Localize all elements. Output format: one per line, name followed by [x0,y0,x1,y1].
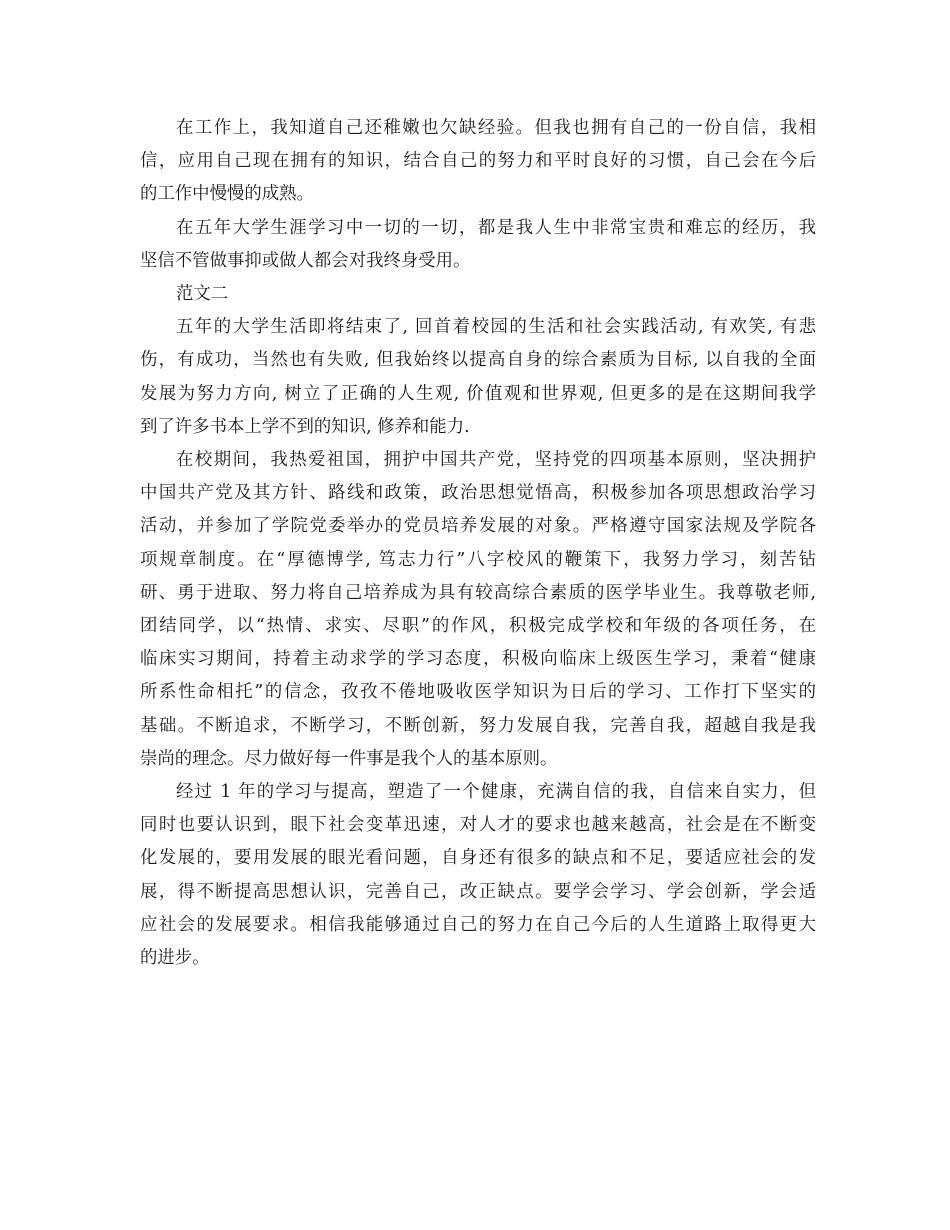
text-line: 化发展的，要用发展的眼光看问题，自身还有很多的缺点和不足，要适应社会的发 [140,848,816,869]
paragraph-university-experience [140,212,816,278]
text-line: 的工作中慢慢的成熟。 [140,184,314,205]
text-line: 伤，有成功，当然也有失败, 但我始终以提高自身的综合素质为目标, 以自我的全面 [140,350,816,371]
text-line: 五年的大学生活即将结束了, 回首着校园的生活和社会实践活动, 有欢笑, 有悲 [176,317,816,338]
text-line: 中国共产党及其方针、路线和政策，政治思想觉悟高，积极参加各项思想政治学习 [140,483,816,504]
paragraph-school-period [140,444,816,776]
text-line: 崇尚的理念。尽力做好每一件事是我个人的基本原则。 [140,748,558,769]
text-line: 研、勇于进取、努力将自己培养成为具有较高综合素质的医学毕业生。我尊敬老师, [140,582,816,603]
text-line: 项规章制度。在“厚德博学, 笃志力行”八字校风的鞭策下，我努力学习，刻苦钻 [140,549,816,570]
section-heading-sample-two [140,278,816,311]
text-line: 在校期间，我热爱祖国，拥护中国共产党，坚持党的四项基本原则，坚决拥护 [176,450,816,471]
paragraph-one-year-growth [140,776,816,975]
text-line: 经过 1 年的学习与提高，塑造了一个健康，充满自信的我，自信来自实力，但 [176,782,816,803]
text-line: 所系性命相托”的信念，孜孜不倦地吸收医学知识为日后的学习、工作打下坚实的 [140,682,816,703]
text-line: 在五年大学生涯学习中一切的一切，都是我人生中非常宝贵和难忘的经历，我 [176,217,816,238]
text-line: 基础。不断追求，不断学习，不断创新，努力发展自我，完善自我，超越自我是我 [140,715,816,736]
text-line: 在工作上，我知道自己还稚嫩也欠缺经验。但我也拥有自己的一份自信，我相 [176,118,816,138]
document-body [140,112,816,975]
text-line: 同时也要认识到，眼下社会变革迅速，对人才的要求也越来越高，社会是在不断变 [140,815,816,836]
text-line: 发展为努力方向, 树立了正确的人生观, 价值观和世界观, 但更多的是在这期间我学 [140,383,816,404]
paragraph-university-life [140,311,816,444]
text-line: 展，得不断提高思想认识，完善自己，改正缺点。要学会学习、学会创新，学会适 [140,881,816,902]
text-line: 团结同学，以“热情、求实、尽职”的作风，积极完成学校和年级的各项任务，在 [140,616,816,637]
text-line: 的进步。 [140,948,210,969]
text-line: 信，应用自己现在拥有的知识，结合自己的努力和平时良好的习惯，自己会在今后 [140,151,816,172]
text-line: 活动，并参加了学院党委举办的党员培养发展的对象。严格遵守国家法规及学院各 [140,516,816,537]
section-heading-text: 范文二 [176,284,229,305]
text-line: 到了许多书本上学不到的知识, 修养和能力. [140,416,470,437]
text-line: 临床实习期间，持着主动求学的学习态度，积极向临床上级医生学习，秉着“健康 [140,649,816,670]
text-line: 应社会的发展要求。相信我能够通过自己的努力在自己今后的人生道路上取得更大 [140,914,816,935]
text-line: 坚信不管做事抑或做人都会对我终身受用。 [140,250,471,271]
paragraph-work-confidence [140,112,816,212]
